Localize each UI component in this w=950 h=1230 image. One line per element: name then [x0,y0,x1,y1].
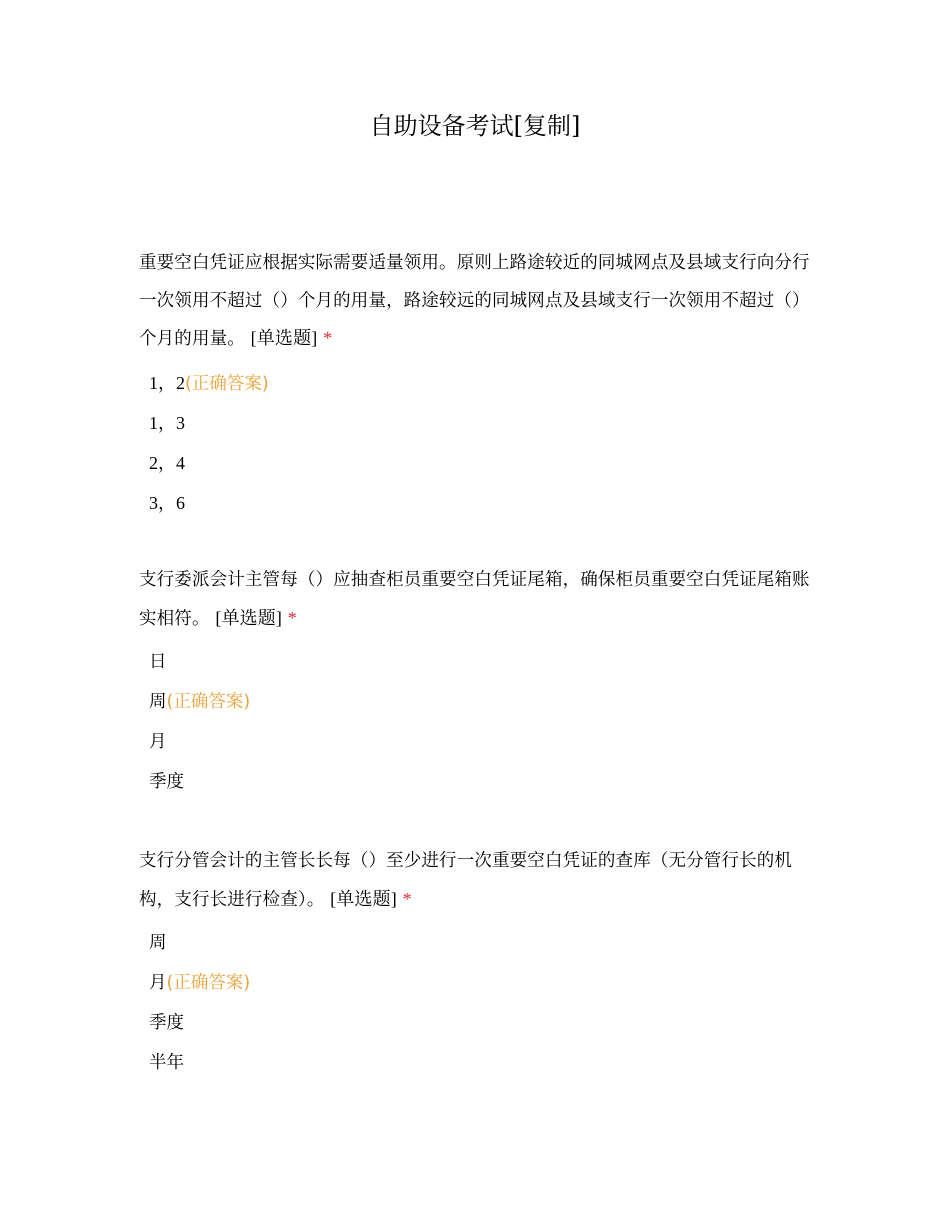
option-list [139,642,819,802]
page-title: 自助设备考试[复制] [369,112,581,140]
option-label: 周 [149,933,167,953]
question-type-label: [单选题] [330,888,397,909]
option-4[interactable] [139,483,819,523]
option-4[interactable] [139,762,819,802]
option-2[interactable] [139,963,819,1003]
option-label: 1，2 [149,372,185,393]
question-3 [139,843,819,1083]
option-2[interactable] [139,682,819,722]
required-marker: * [323,328,333,348]
question-stem: 支行分管会计的主管长长每（）至少进行一次重要空白凭证的查库（无分管行长的机构，支行长进行检查）。 [139,851,793,910]
option-label: 3，6 [149,492,185,513]
option-label: 周 [149,692,167,712]
option-label: 月 [149,973,167,993]
question-type-label: [单选题] [250,328,318,348]
question-text [139,843,819,919]
required-marker: * [287,607,297,628]
option-label: 月 [149,732,167,752]
option-3[interactable] [139,1003,819,1043]
question-type-label: [单选题] [215,607,283,628]
option-4[interactable] [139,1043,819,1083]
question-text [139,562,819,638]
option-1[interactable] [139,363,819,403]
option-1[interactable] [139,923,819,963]
correct-answer-tag: (正确答案) [166,973,251,993]
option-label: 半年 [149,1053,184,1073]
option-label: 季度 [149,772,184,792]
correct-answer-tag: (正确答案) [185,373,269,394]
option-label: 1，3 [149,412,185,433]
question-stem: 支行委派会计主管每（）应抽查柜员重要空白凭证尾箱，确保柜员重要空白凭证尾箱账实相符。 [139,570,810,629]
option-label: 日 [149,652,167,672]
question-text [139,245,819,359]
option-list [139,923,819,1083]
option-label: 季度 [149,1013,184,1033]
option-1[interactable] [139,642,819,682]
required-marker: * [402,888,412,909]
question-2 [139,562,819,802]
option-2[interactable] [139,403,819,443]
option-3[interactable] [139,722,819,762]
option-3[interactable] [139,443,819,483]
correct-answer-tag: (正确答案) [166,692,251,712]
question-1 [139,245,819,523]
option-list [139,363,819,523]
question-stem: 重要空白凭证应根据实际需要适量领用。原则上路途较近的同城网点及县域支行向分行一次领用不超过（）个月的用量，路途较远的同城网点及县域支行一次领用不超过（）个月的用量。 [139,253,810,349]
option-label: 2，4 [149,452,185,473]
